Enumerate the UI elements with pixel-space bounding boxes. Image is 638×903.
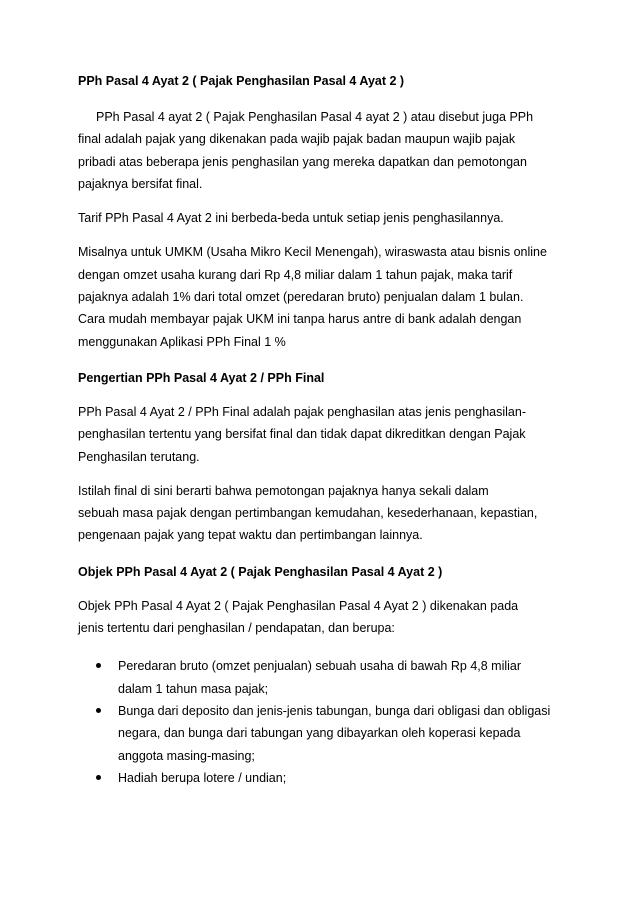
text-line: sebuah masa pajak dengan pertimbangan kemudahan, kesederhanaan, kepastian, xyxy=(78,506,538,521)
paragraph-definition xyxy=(78,106,573,195)
bullet-icon xyxy=(96,775,101,780)
text-line: Objek PPh Pasal 4 Ayat 2 ( Pajak Penghasilan Pasal 4 Ayat 2 ) dikenakan pada xyxy=(78,598,519,613)
text-line: Hadiah berupa lotere / undian; xyxy=(118,770,287,785)
heading-objek: Objek PPh Pasal 4 Ayat 2 ( Pajak Penghasilan Pasal 4 Ayat 2 ) xyxy=(78,564,443,579)
text-line: Bunga dari deposito dan jenis-jenis tabungan, bunga dari obligasi dan obligasi xyxy=(118,703,551,718)
text-line: Misalnya untuk UMKM (Usaha Mikro Kecil Menengah), wiraswasta atau bisnis online xyxy=(78,245,547,260)
text-line: pajaknya adalah 1% dari total omzet (peredaran bruto) penjualan dalam 1 bulan. xyxy=(78,290,524,305)
list-item xyxy=(78,700,573,767)
text-line: pribadi atas beberapa jenis penghasilan yang mereka dapatkan dan pemotongan xyxy=(78,154,527,169)
text-line: Tarif PPh Pasal 4 Ayat 2 ini berbeda-beda untuk setiap jenis penghasilannya. xyxy=(78,211,504,226)
heading-pph-pasal-4-ayat-2: PPh Pasal 4 Ayat 2 ( Pajak Penghasilan Pasal 4 Ayat 2 ) xyxy=(78,74,405,88)
text-line: negara, dan bunga dari tabungan yang dibayarkan oleh koperasi kepada xyxy=(118,726,521,741)
objek-bullet-list xyxy=(78,655,573,789)
paragraph-objek xyxy=(78,595,573,640)
paragraph-istilah-final xyxy=(78,480,573,547)
text-line: penghasilan tertentu yang bersifat final dan tidak dapat dikreditkan dengan Pajak xyxy=(78,427,526,442)
text-line: anggota masing-masing; xyxy=(118,748,255,763)
list-item xyxy=(78,655,573,700)
text-line: pengenaan pajak yang tepat waktu dan pertimbangan lainnya. xyxy=(78,528,423,543)
bullet-icon xyxy=(96,708,101,713)
text-line: PPh Pasal 4 Ayat 2 / PPh Final adalah pajak penghasilan atas jenis penghasilan- xyxy=(78,404,526,419)
bullet-icon xyxy=(96,663,101,668)
paragraph-umkm-example xyxy=(78,241,573,352)
text-line: Cara mudah membayar pajak UKM ini tanpa harus antre di bank adalah dengan xyxy=(78,312,522,327)
list-item xyxy=(78,767,573,789)
text-line: dalam 1 tahun masa pajak; xyxy=(118,681,269,696)
text-line: menggunakan Aplikasi PPh Final 1 % xyxy=(78,334,286,349)
text-line: dengan omzet usaha kurang dari Rp 4,8 miliar dalam 1 tahun pajak, maka tarif xyxy=(78,267,513,282)
heading-pengertian: Pengertian PPh Pasal 4 Ayat 2 / PPh Final xyxy=(78,370,325,385)
document-body xyxy=(78,70,573,789)
text-line: PPh Pasal 4 ayat 2 ( Pajak Penghasilan Pasal 4 ayat 2 ) atau disebut juga PPh xyxy=(96,110,534,124)
text-line: jenis tertentu dari penghasilan / pendapatan, dan berupa: xyxy=(78,621,395,636)
text-line: Istilah final di sini berarti bahwa pemotongan pajaknya hanya sekali dalam xyxy=(78,483,489,498)
text-line: final adalah pajak yang dikenakan pada wajib pajak badan maupun wajib pajak xyxy=(78,132,516,147)
paragraph-tarif xyxy=(78,207,573,229)
text-line: Peredaran bruto (omzet penjualan) sebuah usaha di bawah Rp 4,8 miliar xyxy=(118,659,522,674)
paragraph-pengertian xyxy=(78,401,573,468)
text-line: pajaknya bersifat final. xyxy=(78,176,203,191)
text-line: Penghasilan terutang. xyxy=(78,449,200,464)
